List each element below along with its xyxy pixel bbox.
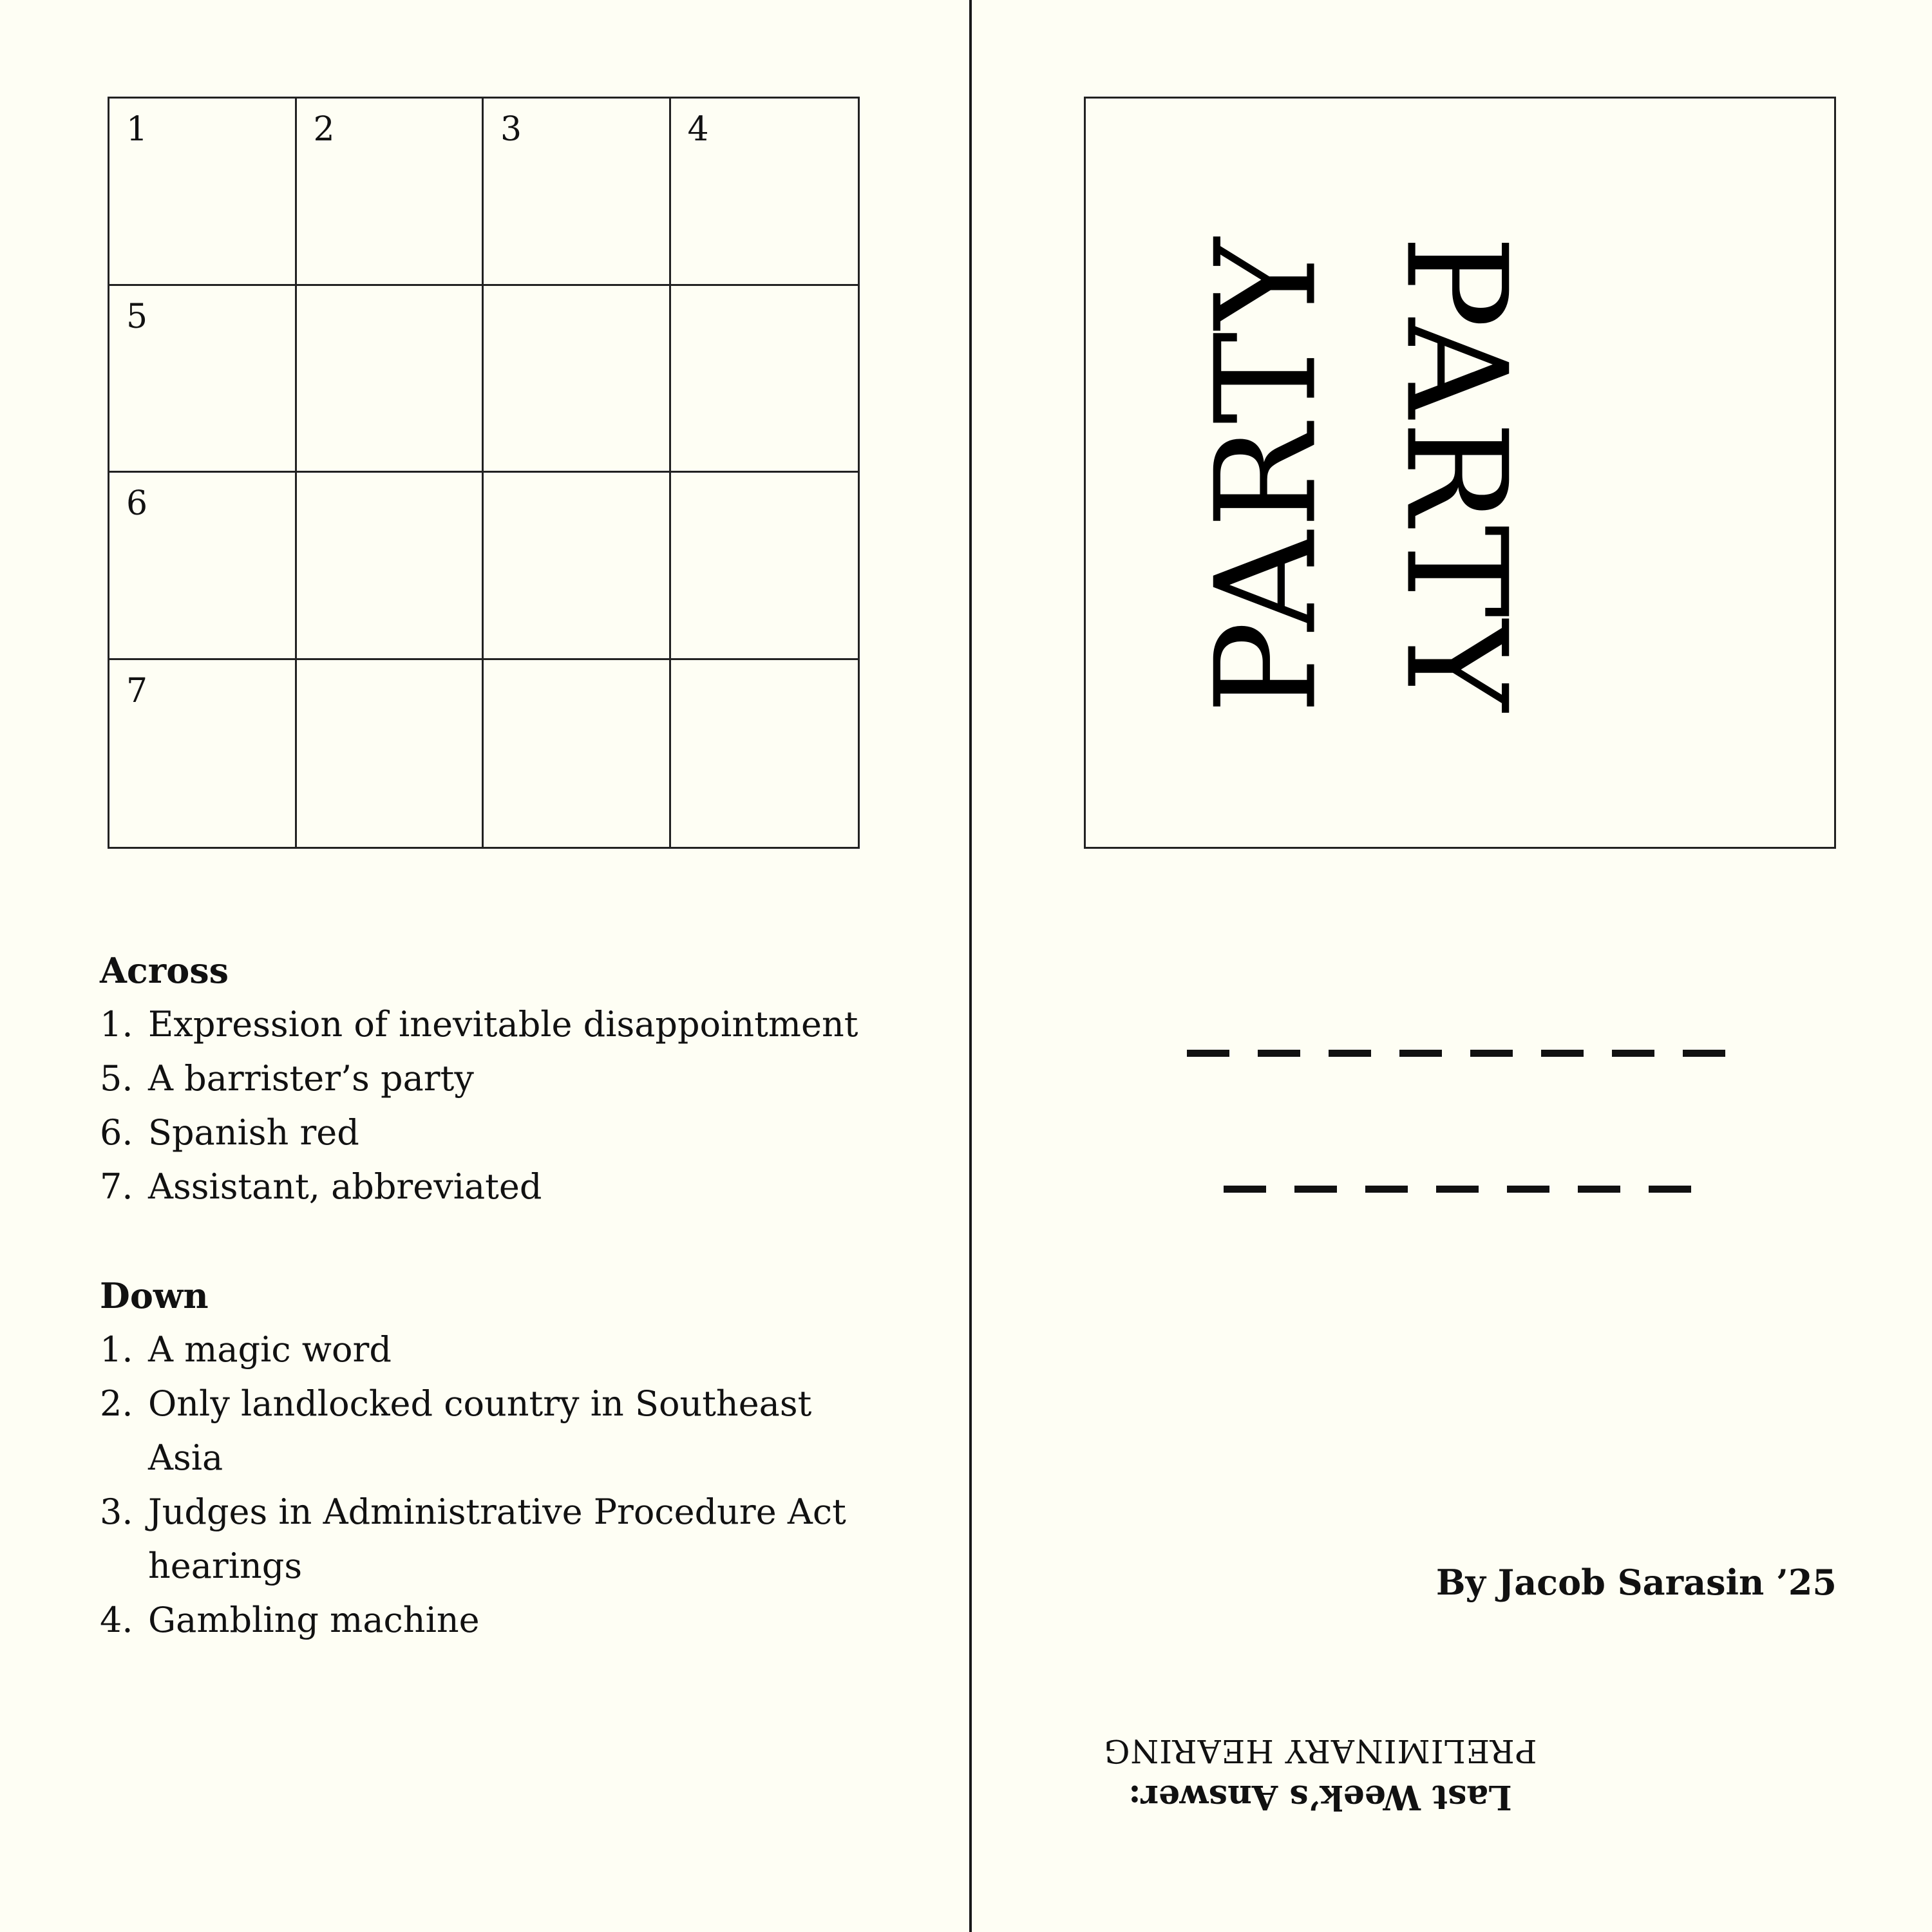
clue-text: Gambling machine	[148, 1600, 480, 1640]
grid-cell[interactable]	[671, 286, 858, 473]
across-clue	[100, 1160, 892, 1214]
grid-cell[interactable]	[297, 660, 484, 848]
across-clue	[100, 1052, 892, 1106]
grid-cell[interactable]	[297, 473, 484, 660]
grid-cell[interactable]	[109, 473, 297, 660]
byline: By Jacob Sarasin ’25	[1435, 1562, 1837, 1603]
grid-cell[interactable]	[484, 660, 671, 848]
clue-number: 1.	[100, 1329, 133, 1370]
answer-blank[interactable]	[1224, 1186, 1266, 1193]
clue-number: 2.	[100, 1383, 133, 1424]
clue-text: A barrister’s party	[148, 1058, 474, 1099]
last-week-answer-block	[1095, 1716, 1546, 1819]
across-heading: Across	[100, 950, 229, 991]
clue-number: 3.	[100, 1492, 133, 1532]
cell-number: 2	[313, 110, 335, 149]
grid-cell[interactable]	[484, 473, 671, 660]
crossword-grid	[108, 97, 860, 849]
across-clues	[100, 943, 892, 1214]
cell-number: 5	[126, 297, 148, 336]
down-clue	[100, 1323, 892, 1377]
answer-blank[interactable]	[1187, 1050, 1229, 1057]
clue-number: 1.	[100, 1004, 133, 1045]
clue-number: 5.	[100, 1058, 133, 1099]
grid-cell[interactable]	[671, 99, 858, 286]
down-clues	[100, 1269, 892, 1647]
rebus-word-left: PARTY	[1185, 235, 1347, 714]
cell-number: 6	[126, 484, 148, 523]
cell-number: 7	[126, 671, 148, 710]
grid-cell[interactable]	[109, 660, 297, 848]
answer-blank[interactable]	[1612, 1050, 1654, 1057]
across-clue	[100, 1106, 892, 1160]
grid-cell[interactable]	[484, 99, 671, 286]
down-heading: Down	[100, 1275, 209, 1316]
grid-cell[interactable]	[671, 473, 858, 660]
cell-number: 3	[500, 110, 522, 149]
clue-text: Judges in Administrative Procedure Act hearings	[148, 1492, 846, 1586]
clue-text: A magic word	[148, 1329, 392, 1370]
across-clue-list	[100, 998, 892, 1214]
clue-number: 6.	[100, 1112, 133, 1153]
cell-number: 4	[687, 110, 709, 149]
down-clue	[100, 1377, 892, 1485]
clue-number: 4.	[100, 1600, 133, 1640]
down-clue-list	[100, 1323, 892, 1647]
answer-blank[interactable]	[1294, 1186, 1337, 1193]
answer-blank[interactable]	[1507, 1186, 1549, 1193]
clue-text: Only landlocked country in Southeast Asia	[148, 1383, 812, 1478]
grid-cell[interactable]	[109, 286, 297, 473]
grid-cell[interactable]	[671, 660, 858, 848]
grid-cell[interactable]	[109, 99, 297, 286]
clue-text: Spanish red	[148, 1112, 359, 1153]
last-week-label: Last Week’s Answer:	[1128, 1777, 1512, 1817]
answer-blank[interactable]	[1365, 1186, 1408, 1193]
down-clue	[100, 1485, 892, 1593]
last-week-answer: PRELIMINARY HEARING	[1103, 1732, 1537, 1770]
answer-blank[interactable]	[1541, 1050, 1584, 1057]
cell-number: 1	[126, 110, 148, 149]
answer-blank[interactable]	[1649, 1186, 1691, 1193]
rebus-puzzle-box	[1084, 97, 1836, 849]
clue-text: Expression of inevitable disappointment	[148, 1004, 858, 1045]
grid-cell[interactable]	[297, 286, 484, 473]
rebus-word-right: PARTY	[1375, 235, 1537, 714]
clue-number: 7.	[100, 1166, 133, 1207]
answer-blanks-row-2	[1224, 1186, 1691, 1193]
down-clue	[100, 1593, 892, 1647]
grid-cell[interactable]	[484, 286, 671, 473]
answer-blank[interactable]	[1258, 1050, 1300, 1057]
grid-cell[interactable]	[297, 99, 484, 286]
answer-blank[interactable]	[1399, 1050, 1442, 1057]
answer-blank[interactable]	[1683, 1050, 1725, 1057]
clue-text: Assistant, abbreviated	[148, 1166, 542, 1207]
column-divider	[969, 0, 972, 1932]
answer-blank[interactable]	[1329, 1050, 1371, 1057]
across-clue	[100, 998, 892, 1052]
answer-blanks-row-1	[1187, 1050, 1725, 1057]
answer-blank[interactable]	[1578, 1186, 1620, 1193]
answer-blank[interactable]	[1470, 1050, 1513, 1057]
answer-blank[interactable]	[1436, 1186, 1479, 1193]
